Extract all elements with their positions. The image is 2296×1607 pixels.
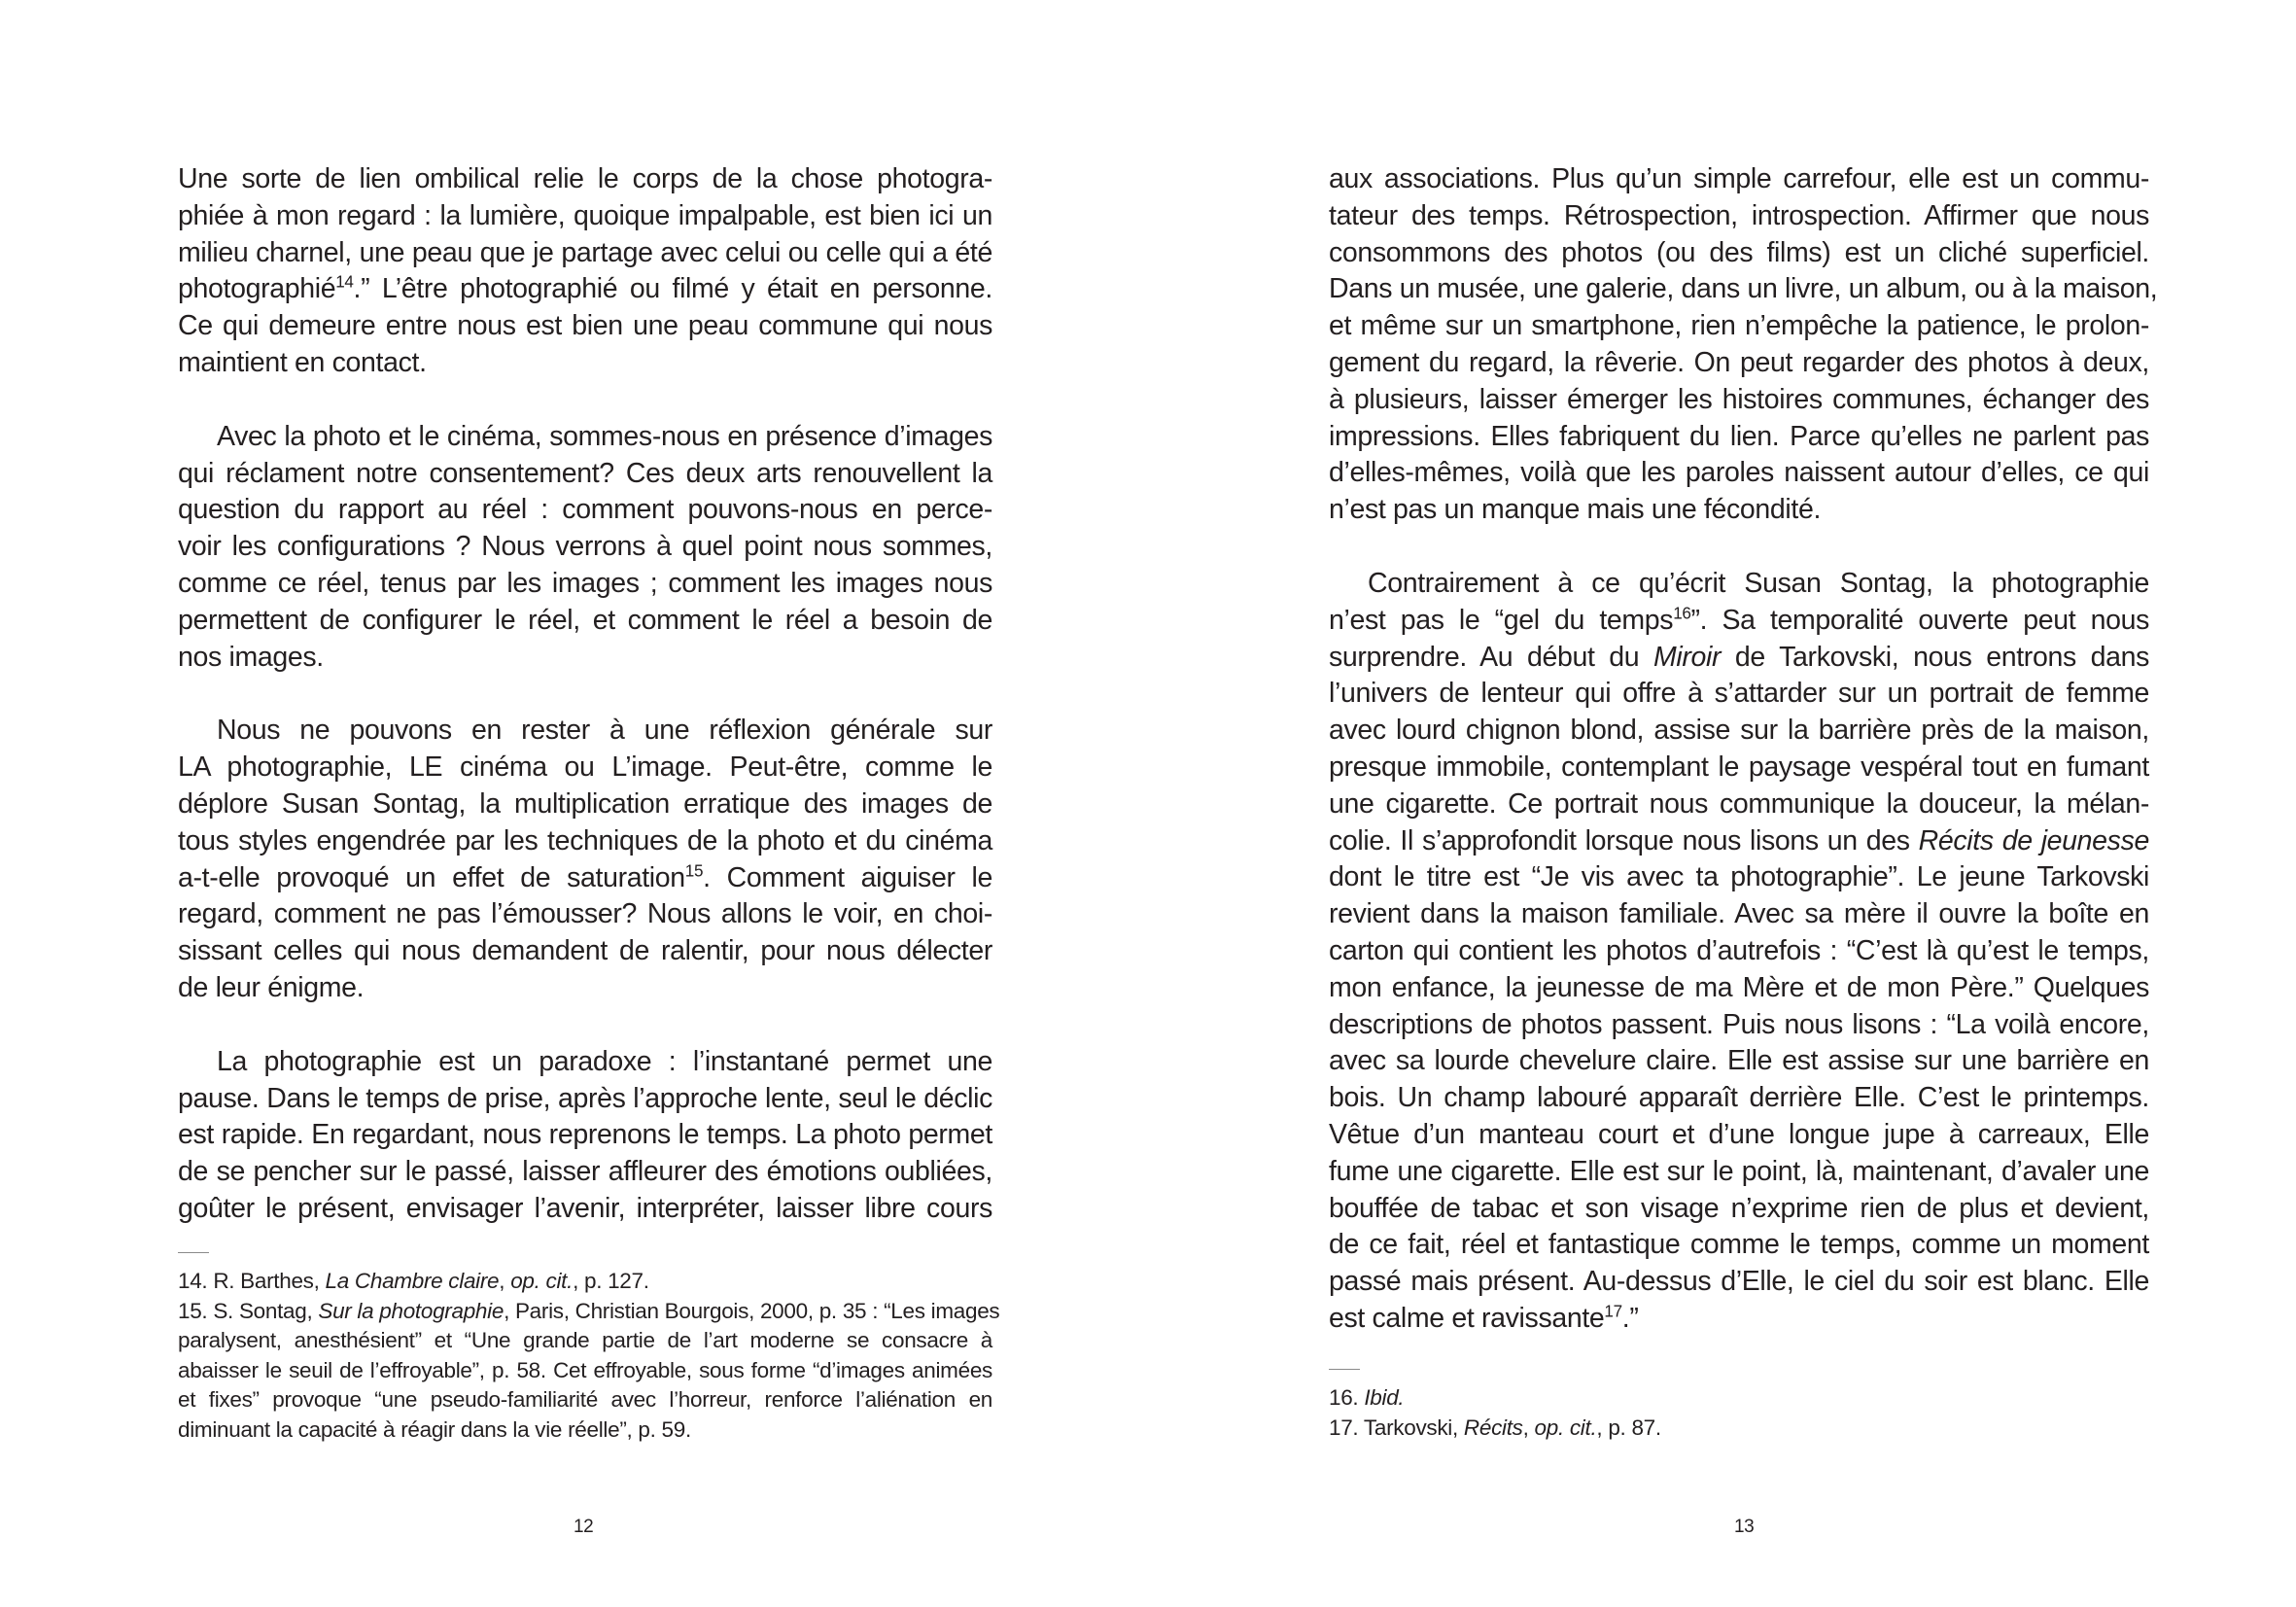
footnote-line: 17. Tarkovski, Récits, op. cit., p. 87. xyxy=(1329,1415,1661,1440)
text-line: gement du regard, la rêverie. On peut regarder des photos à deux, xyxy=(1329,346,2149,378)
page-number: 12 xyxy=(574,1517,594,1537)
italic-title: Récits de jeunesse xyxy=(1918,824,2149,856)
footnote-separator xyxy=(1329,1369,1360,1370)
footnote xyxy=(1329,1383,2149,1414)
text-line: revient dans la maison familiale. Avec sa mère il ouvre la boîte en xyxy=(1329,898,2149,930)
text-line: Nous ne pouvons en rester à une réflexion générale sur xyxy=(217,715,992,747)
text-line: qui réclament notre consentement? Ces deux arts renouvellent la xyxy=(178,457,992,489)
text-line: Vêtue d’un manteau court et d’une longue jupe à carreaux, Elle xyxy=(1329,1118,2149,1150)
text-line: goûter le présent, envisager l’avenir, interpréter, laisser libre cours xyxy=(178,1192,992,1224)
text-line: Une sorte de lien ombilical relie le corps de la chose photogra- xyxy=(178,163,992,194)
paragraph xyxy=(1329,161,2158,529)
right-page xyxy=(1148,0,2296,1607)
paragraph xyxy=(178,419,992,677)
footnote xyxy=(178,1297,1000,1446)
text-line: Ce qui demeure entre nous est bien une peau commune qui nous xyxy=(178,310,992,342)
text-line: impressions. Elles fabriquent du lien. Parce qu’elles ne parlent pas xyxy=(1329,420,2149,452)
text-line: une cigarette. Ce portrait nous communique la douceur, la mélan- xyxy=(1329,787,2149,820)
footnote xyxy=(178,1267,992,1297)
text-line: est calme et ravissante$^{17}$.” xyxy=(1329,1302,1639,1334)
italic-title: op. cit. xyxy=(1534,1415,1597,1440)
text-line: question du rapport au réel : comment pouvons-nous en perce- xyxy=(178,494,992,526)
text-line: tous styles engendrée par les techniques de la photo et du cinéma xyxy=(178,824,992,856)
footnote-line: 15. S. Sontag, Sur la photographie, Paris, Christian Bourgois, 2000, p. 35 : “Les images xyxy=(178,1298,1000,1323)
footnote-reference[interactable]: 15 xyxy=(684,861,704,881)
text-line: carton qui contient les photos d’autrefois : “C’est là qu’est le temps, xyxy=(1329,934,2149,966)
text-line: n’est pas un manque mais une fécondité. xyxy=(1329,494,1822,526)
right-footnotes xyxy=(1329,1369,2149,1443)
text-line: nos images. xyxy=(178,641,324,673)
text-line: n’est pas le “gel du temps$^{16}$”. Sa temporalité ouverte peut nous xyxy=(1329,604,2149,636)
footnote-line: 14. R. Barthes, La Chambre claire, op. cit., p. 127. xyxy=(178,1269,649,1293)
text-line: bois. Un champ labouré apparaît derrière Elle. C’est le printemps. xyxy=(1329,1082,2149,1114)
text-line: mon enfance, la jeunesse de ma Mère et de mon Père.” Quelques xyxy=(1329,971,2149,1003)
text-line: pause. Dans le temps de prise, après l’approche lente, seul le déclic xyxy=(178,1082,992,1114)
paragraph xyxy=(178,161,992,382)
text-line: permettent de configurer le réel, et comment le réel a besoin de xyxy=(178,604,992,636)
text-line: La photographie est un paradoxe : l’instantané permet une xyxy=(217,1045,992,1077)
text-line: d’elles-mêmes, voilà que les paroles naissent autour d’elles, ce qui xyxy=(1329,457,2149,489)
text-line: de ce fait, réel et fantastique comme le temps, comme un moment xyxy=(1329,1229,2149,1261)
text-line: Contrairement à ce qu’écrit Susan Sontag, la photographie xyxy=(1368,567,2149,599)
text-line: déplore Susan Sontag, la multiplication erratique des images de xyxy=(178,787,992,820)
italic-title: Sur la photographie xyxy=(318,1298,504,1323)
text-line: voir les configurations ? Nous verrons à quel point nous sommes, xyxy=(178,531,992,563)
paragraph xyxy=(178,1044,992,1228)
text-line: Dans un musée, une galerie, dans un livre, un album, ou à la maison, xyxy=(1329,273,2158,305)
left-body-text xyxy=(178,161,992,1265)
left-footnotes xyxy=(178,1252,1000,1446)
text-line: tateur des temps. Rétrospection, introspection. Affirmer que nous xyxy=(1329,199,2149,231)
text-line: a-t-elle provoqué un effet de saturation$^{15}$. Comment aiguiser le xyxy=(178,861,992,893)
text-line: descriptions de photos passent. Puis nous lisons : “La voilà encore, xyxy=(1329,1008,2149,1040)
text-line: phiée à mon regard : la lumière, quoique impalpable, est bien ici un xyxy=(178,199,992,231)
footnote-separator xyxy=(178,1252,209,1253)
text-line: presque immobile, contemplant le paysage vespéral tout en fumant xyxy=(1329,751,2149,783)
text-line: surprendre. Au début du Miroir de Tarkovski, nous entrons dans xyxy=(1329,641,2149,673)
footnote-reference[interactable]: 14 xyxy=(335,272,354,292)
text-line: bouffée de tabac et son visage n’exprime rien de plus et devient, xyxy=(1329,1192,2149,1224)
footnote-reference[interactable]: 16 xyxy=(1673,604,1691,623)
text-line: colie. Il s’approfondit lorsque nous lisons un des Récits de jeunesse xyxy=(1329,824,2149,856)
text-line: de leur énigme. xyxy=(178,971,365,1003)
text-line: Avec la photo et le cinéma, sommes-nous en présence d’images xyxy=(217,420,992,452)
paragraph xyxy=(1329,566,2149,1338)
text-line: aux associations. Plus qu’un simple carrefour, elle est un commu- xyxy=(1329,163,2149,194)
text-line: fume une cigarette. Elle est sur le point, là, maintenant, d’avaler une xyxy=(1329,1155,2149,1187)
italic-title: Miroir xyxy=(1653,641,1722,673)
text-line: comme ce réel, tenus par les images ; comment les images nous xyxy=(178,567,992,599)
italic-title: La Chambre claire xyxy=(325,1269,500,1293)
text-line: à plusieurs, laisser émerger les histoires communes, échanger des xyxy=(1329,383,2149,415)
footnote xyxy=(1329,1414,2149,1444)
text-line: sissant celles qui nous demandent de ralentir, pour nous délecter xyxy=(178,935,992,967)
right-body-text xyxy=(1329,161,2158,1375)
text-line: LA photographie, LE cinéma ou L’image. Peut-être, comme le xyxy=(178,751,992,784)
italic-title: Récits xyxy=(1463,1415,1523,1440)
text-line: photographié$^{14}$.” L’être photographié ou filmé y était en personne. xyxy=(178,272,992,305)
footnote-line: diminuant la capacité à réagir dans la vie réelle”, p. 59. xyxy=(178,1416,691,1442)
text-line: passé mais présent. Au-dessus d’Elle, le ciel du soir est blanc. Elle xyxy=(1329,1266,2149,1298)
footnote-reference[interactable]: 17 xyxy=(1604,1302,1622,1321)
text-line: et même sur un smartphone, rien n’empêche la patience, le prolon- xyxy=(1329,310,2149,342)
text-line: de se pencher sur le passé, laisser affleurer des émotions oubliées, xyxy=(178,1156,992,1188)
footnote-line: paralysent, anesthésient” et “Une grande partie de l’art moderne se consacre à xyxy=(178,1328,992,1353)
italic-title: op. cit. xyxy=(510,1269,574,1293)
footnote-line: abaisser le seuil de l’effroyable”, p. 58. Cet effroyable, sous forme “d’images animées xyxy=(178,1357,992,1382)
text-line: avec sa lourde chevelure claire. Elle est assise sur une barrière en xyxy=(1329,1045,2149,1077)
italic-title: Ibid. xyxy=(1364,1385,1405,1410)
text-line: milieu charnel, une peau que je partage avec celui ou celle qui a été xyxy=(178,236,992,268)
footnote-line: 16. Ibid. xyxy=(1329,1385,1405,1410)
text-line: consommons des photos (ou des films) est un cliché superficiel. xyxy=(1329,236,2149,268)
text-line: l’univers de lenteur qui offre à s’attarder sur un portrait de femme xyxy=(1329,678,2149,710)
footnote-line: et fixes” provoque “une pseudo-familiarité avec l’horreur, renforce l’aliénation en xyxy=(178,1387,992,1413)
text-line: dont le titre est “Je vis avec ta photographie”. Le jeune Tarkovski xyxy=(1329,861,2149,893)
text-line: maintient en contact. xyxy=(178,346,427,378)
text-line: est rapide. En regardant, nous reprenons le temps. La photo permet xyxy=(178,1119,992,1151)
text-line: avec lourd chignon blond, assise sur la barrière près de la maison, xyxy=(1329,715,2149,747)
paragraph xyxy=(178,713,992,1006)
page-number: 13 xyxy=(1734,1517,1755,1537)
text-line: regard, comment ne pas l’émousser? Nous allons le voir, en choi- xyxy=(178,898,992,930)
